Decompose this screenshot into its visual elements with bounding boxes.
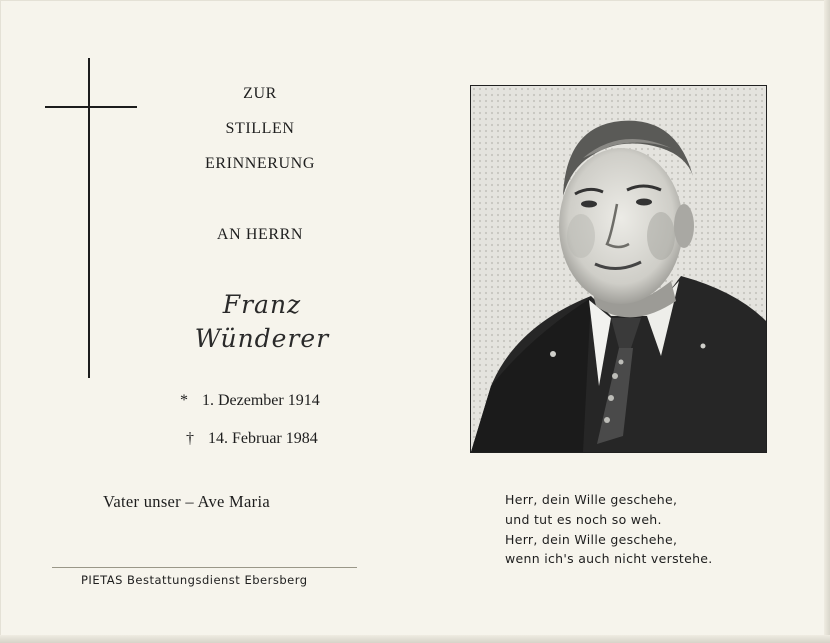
- undertaker-imprint: PIETAS Bestattungsdienst Ebersberg: [81, 573, 308, 587]
- heading-line-3: ERINNERUNG: [205, 155, 315, 172]
- death-dagger-icon: †: [186, 430, 194, 447]
- portrait-image: [471, 86, 766, 452]
- verse-line-2: und tut es noch so weh.: [505, 511, 662, 527]
- death-date-line: [186, 430, 318, 448]
- death-date: 14. Februar 1984: [208, 430, 318, 447]
- divider-rule: [52, 567, 357, 568]
- deceased-first-name: Franz: [222, 290, 302, 319]
- portrait-photo: [470, 85, 767, 453]
- birth-date: 1. Dezember 1914: [202, 392, 320, 409]
- heading-line-2: STILLEN: [225, 120, 295, 137]
- deceased-last-name: Wünderer: [194, 324, 330, 353]
- verse-line-3: Herr, dein Wille geschehe,: [505, 531, 678, 547]
- verse-line-4: wenn ich's auch nicht verstehe.: [505, 551, 713, 567]
- paper-edge-bottom: [0, 635, 830, 643]
- prayer-line: Vater unser – Ave Maria: [103, 492, 270, 511]
- verse-line-1: Herr, dein Wille geschehe,: [505, 492, 678, 507]
- verse-block: [505, 490, 713, 569]
- addressee-line: AN HERRN: [216, 226, 304, 243]
- cross-horizontal-bar: [45, 106, 137, 108]
- birth-date-line: [180, 392, 320, 410]
- paper-edge-right: [824, 0, 830, 643]
- birth-star-icon: *: [180, 392, 188, 409]
- heading-line-1: ZUR: [243, 85, 277, 102]
